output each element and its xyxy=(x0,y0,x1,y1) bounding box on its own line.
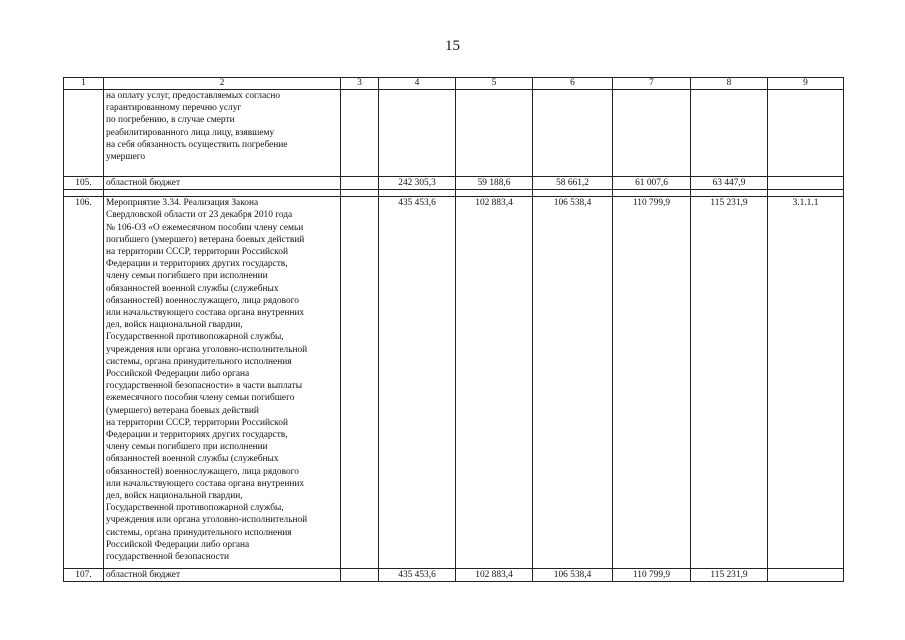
row-number-cell: 106. xyxy=(64,197,104,569)
table-row-continuation xyxy=(64,90,844,177)
code-cell: 3.1.1.1 xyxy=(768,197,844,569)
total-cell: 242 305,3 xyxy=(379,177,456,190)
col3-cell xyxy=(341,569,379,582)
row-number-cell: 105. xyxy=(64,177,104,190)
table-row-106 xyxy=(64,197,844,569)
year1-cell xyxy=(456,90,533,177)
year1-cell: 59 188,6 xyxy=(456,177,533,190)
year4-cell: 63 447,9 xyxy=(691,177,768,190)
header-cell: 2 xyxy=(104,78,341,90)
description-cell: областной бюджет xyxy=(104,569,341,582)
year3-cell xyxy=(613,90,691,177)
description-cell: Мероприятие 3.34. Реализация Закона Свердловской области от 23 декабря 2010 года № 106-ОЗ «О ежемесячном пособии члену семьи погибшего (умершего) ветерана боевых действий на территории СССР, территории Российской Федерации и территориях других государств, члену семьи погибшего при исполнении обязанностей военной службы (служебных обязанностей) военнослужащего, лица рядового или начальствующего состава органа внутренних дел, войск национальной гвардии, Государственной противопожарной службы, учреждения или органа уголовно-исполнительной системы, органа принудительного исполнения Российской Федерации либо органа государственной безопасности» в части выплаты ежемесячного пособия члену семьи погибшего (умершего) ветерана боевых действий на территории СССР, территории Российской Федерации и территориях других государств, члену семьи погибшего при исполнении обязанностей военной службы (служебных обязанностей) военнослужащего, лица рядового или начальствующего состава органа внутренних дел, войск национальной гвардии, Государственной противопожарной службы, учреждения или органа уголовно-исполнительной системы, органа принудительного исполнения Российской Федерации либо органа государственной безопасности xyxy=(104,197,341,569)
year2-cell: 58 661,2 xyxy=(533,177,613,190)
year3-cell: 110 799,9 xyxy=(613,197,691,569)
total-cell: 435 453,6 xyxy=(379,569,456,582)
code-cell xyxy=(768,569,844,582)
year2-cell: 106 538,4 xyxy=(533,197,613,569)
code-cell xyxy=(768,90,844,177)
col3-cell xyxy=(341,90,379,177)
year3-cell: 61 007,6 xyxy=(613,177,691,190)
header-cell: 5 xyxy=(456,78,533,90)
table-gap-row xyxy=(64,190,844,197)
header-cell: 3 xyxy=(341,78,379,90)
header-cell: 4 xyxy=(379,78,456,90)
year3-cell: 110 799,9 xyxy=(613,569,691,582)
table-row-107 xyxy=(64,569,844,582)
col3-cell xyxy=(341,197,379,569)
page-number: 15 xyxy=(445,38,460,54)
col3-cell xyxy=(341,177,379,190)
header-cell: 6 xyxy=(533,78,613,90)
header-row xyxy=(64,78,844,90)
year4-cell: 115 231,9 xyxy=(691,197,768,569)
budget-table xyxy=(63,77,844,582)
year2-cell xyxy=(533,90,613,177)
year1-cell: 102 883,4 xyxy=(456,197,533,569)
year2-cell: 106 538,4 xyxy=(533,569,613,582)
year1-cell: 102 883,4 xyxy=(456,569,533,582)
header-cell: 9 xyxy=(768,78,844,90)
description-cell: на оплату услуг, предоставляемых согласно гарантированному перечню услуг по погребению, в случае смерти реабилитированного лица лицу, взявшему на себя обязанность осуществить погребение умершего xyxy=(104,90,341,177)
total-cell xyxy=(379,90,456,177)
table-row-105 xyxy=(64,177,844,190)
header-cell: 8 xyxy=(691,78,768,90)
year4-cell: 115 231,9 xyxy=(691,569,768,582)
year4-cell xyxy=(691,90,768,177)
total-cell: 435 453,6 xyxy=(379,197,456,569)
code-cell xyxy=(768,177,844,190)
header-cell: 7 xyxy=(613,78,691,90)
row-number-cell xyxy=(64,90,104,177)
description-cell: областной бюджет xyxy=(104,177,341,190)
row-number-cell: 107. xyxy=(64,569,104,582)
header-cell: 1 xyxy=(64,78,104,90)
